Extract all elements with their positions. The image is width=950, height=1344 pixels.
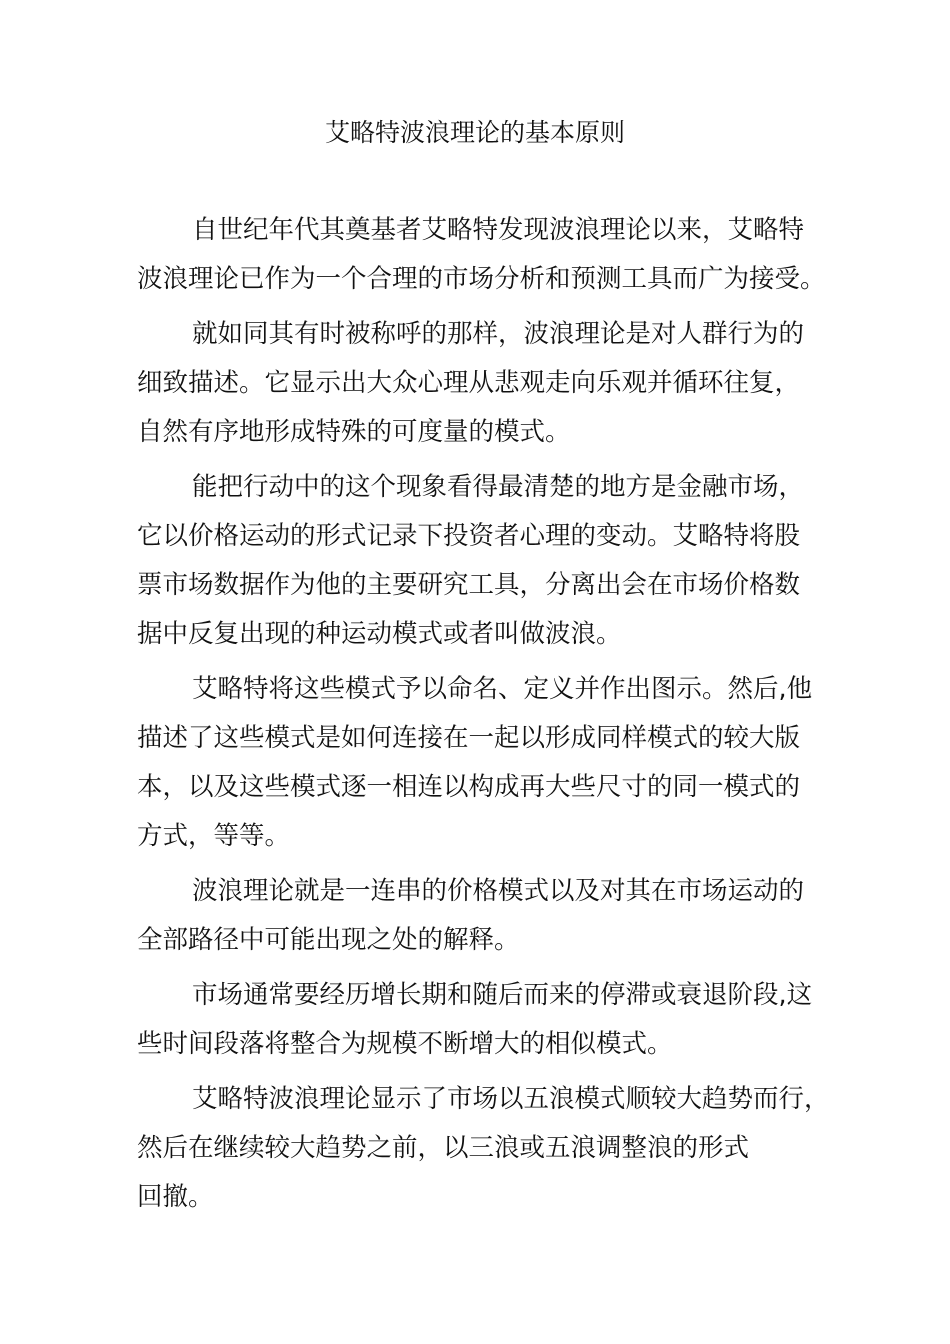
text-line: 市场通常要经历增长期和随后而来的停滞或衰退阶段,这	[192, 980, 813, 1010]
text-line: 些时间段落将整合为规模不断增大的相似模式。	[137, 1029, 673, 1059]
text-line: 艾略特波浪理论显示了市场以五浪模式顺较大趋势而行，	[192, 1084, 830, 1114]
text-line: 艾略特将这些模式予以命名、定义并作出图示。然后,他	[192, 674, 813, 704]
paragraph-1	[137, 206, 826, 304]
text-line: 它以价格运动的形式记录下投资者心理的变动。艾略特将股	[137, 521, 801, 551]
text-line: 方式，等等。	[137, 821, 291, 851]
document-body	[137, 206, 830, 1228]
text-line: 自世纪年代其奠基者艾略特发现波浪理论以来，艾略特	[192, 215, 805, 245]
paragraph-5	[137, 867, 817, 965]
paragraph-7	[137, 1075, 830, 1222]
document-title: 艾略特波浪理论的基本原则	[324, 118, 625, 147]
text-line: 就如同其有时被称呼的那样，波浪理论是对人群行为的	[192, 319, 805, 349]
text-line: 描述了这些模式是如何连接在一起以形成同样模式的较大版	[137, 723, 801, 753]
paragraph-6	[137, 971, 817, 1069]
paragraph-3	[137, 463, 817, 659]
paragraph-4	[137, 665, 817, 861]
text-line: 波浪理论就是一连串的价格模式以及对其在市场运动的	[192, 876, 805, 906]
text-line: 自然有序地形成特殊的可度量的模式。	[137, 417, 571, 447]
text-line: 票市场数据作为他的主要研究工具，分离出会在市场价格数	[137, 570, 801, 600]
text-line: 细致描述。它显示出大众心理从悲观走向乐观并循环往复，	[137, 368, 801, 398]
text-line: 能把行动中的这个现象看得最清楚的地方是金融市场，	[192, 472, 805, 502]
text-line: 波浪理论已作为一个合理的市场分析和预测工具而广为接受。	[137, 264, 826, 294]
text-line: 回撤。	[137, 1182, 214, 1212]
text-line: 据中反复出现的种运动模式或者叫做波浪。	[137, 619, 622, 649]
text-line: 本，以及这些模式逐一相连以构成再大些尺寸的同一模式的	[137, 772, 801, 802]
text-line: 然后在继续较大趋势之前，以三浪或五浪调整浪的形式	[137, 1133, 750, 1163]
text-line: 全部路径中可能出现之处的解释。	[137, 925, 520, 955]
paragraph-2	[137, 310, 817, 457]
